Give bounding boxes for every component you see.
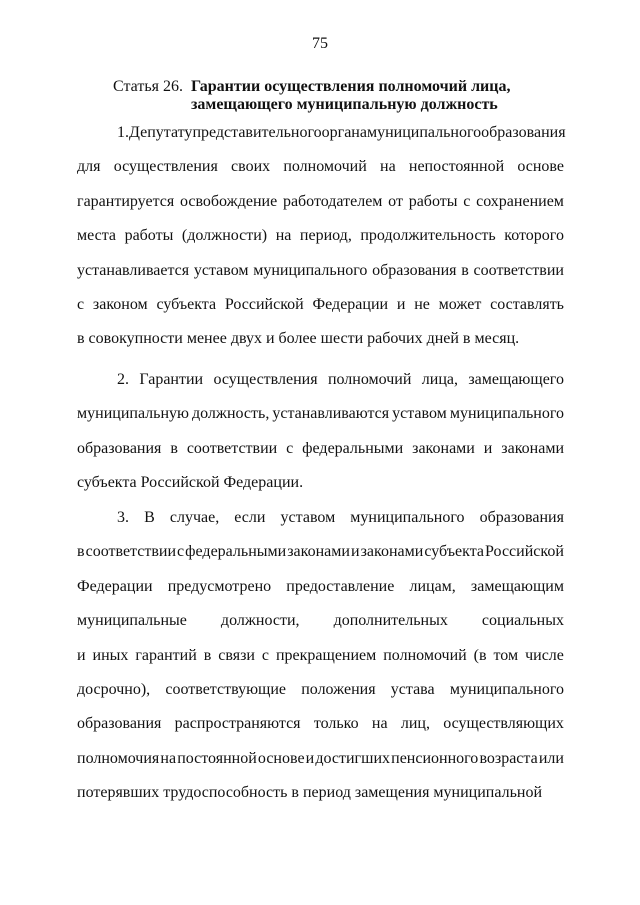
text-line: образования распространяются только на лиц, осуществляющих xyxy=(77,715,564,733)
text-line: для осуществления своих полномочий на непостоянной основе xyxy=(77,158,564,176)
article-title-line1: Гарантии осуществления полномочий лица, xyxy=(191,78,511,95)
text-line: Федерации предусмотрено предоставление лицам, замещающим xyxy=(77,577,564,595)
text-line: гарантируется освобождение работодателем от работы с сохранением xyxy=(77,192,564,210)
text-line: потерявших трудоспособность в период замещения муниципальной xyxy=(77,784,543,802)
paragraph-2 xyxy=(77,371,564,509)
text-line: 3. В случае, если уставом муниципального образования xyxy=(117,509,564,526)
text-line: образования в соответствии с федеральными законами и законами xyxy=(77,439,564,457)
text-line: устанавливается уставом муниципального образования в соответствии xyxy=(77,261,564,279)
article-heading xyxy=(113,78,511,114)
page-number: 75 xyxy=(312,35,328,52)
text-line: и иных гарантий в связи с прекращением полномочий (в том числе xyxy=(77,646,564,664)
text-line: субъекта Российской Федерации. xyxy=(77,474,304,492)
paragraph-1 xyxy=(77,124,564,365)
paragraph-3 xyxy=(77,509,564,819)
article-label: Статья 26. xyxy=(113,78,183,95)
text-line: с законом субъекта Российской Федерации и не может составлять xyxy=(77,295,564,313)
text-line: 1. Депутату представительного органа муниципального образования xyxy=(117,124,566,141)
text-line: муниципальную должность, устанавливаются уставом муниципального xyxy=(77,405,564,423)
text-line: места работы (должности) на период, продолжительность которого xyxy=(77,227,564,245)
text-line: 2. Гарантии осуществления полномочий лица, замещающего xyxy=(117,371,564,388)
text-line: полномочия на постоянной основе и достигших пенсионного возраста или xyxy=(77,749,564,767)
article-title-line2: замещающего муниципальную должность xyxy=(191,96,498,113)
text-line: муниципальные должности, дополнительных социальных xyxy=(77,612,564,630)
text-line: досрочно), соответствующие положения устава муниципального xyxy=(77,680,564,698)
text-line: в совокупности менее двух и более шести рабочих дней в месяц. xyxy=(77,330,520,348)
text-line: в соответствии с федеральными законами и законами субъекта Российской xyxy=(77,543,564,561)
